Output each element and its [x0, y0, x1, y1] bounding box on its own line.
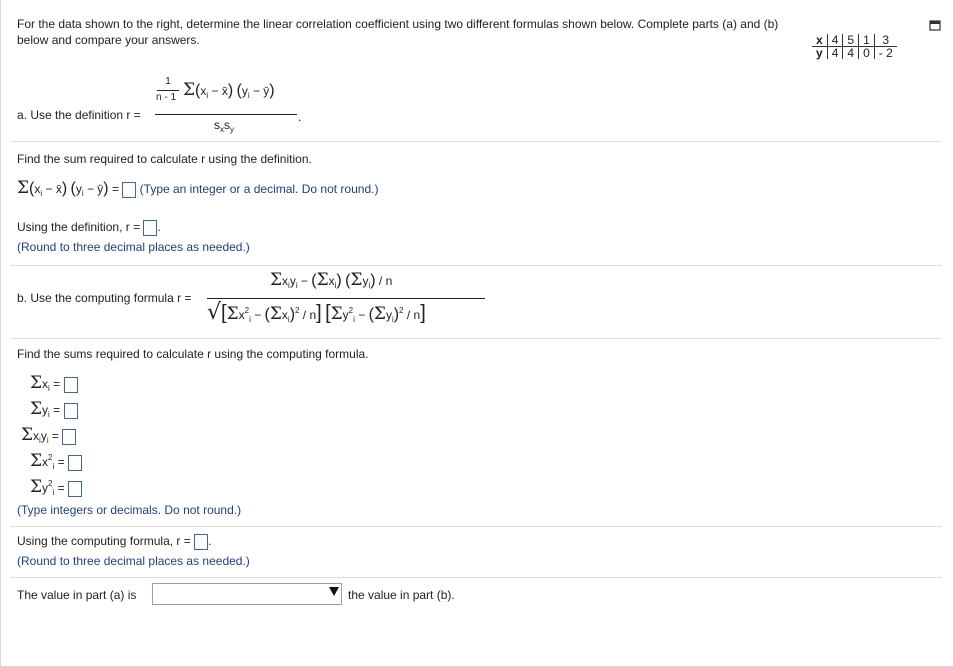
data-table [812, 34, 897, 59]
compare-suffix: the value in part (b). [348, 588, 455, 602]
chevron-down-icon [329, 587, 339, 596]
definition-r-row: Using the definition, r = . [17, 220, 161, 235]
compare-dropdown[interactable] [152, 583, 342, 605]
computing-denominator: $√[\Sigma x^2_i - (\Sigma x_i)^2 / n] [\Sigma y^2_i - (\Sigma y_i)^2 / n]$ [207, 300, 426, 325]
sum-x-input[interactable] [64, 377, 78, 393]
part-a-find-sum: Find the sum required to calculate r using the definition. [17, 152, 312, 166]
question-intro: For the data shown to the right, determine the linear correlation coefficient using two different formulas shown below. Complete parts (a) and (b) below and compare your answers. [17, 17, 779, 47]
sums-hint: (Type integers or decimals. Do not round.) [17, 503, 242, 517]
definition-r-hint: (Round to three decimal places as needed.) [17, 240, 250, 254]
y-value: - 2 [874, 47, 897, 60]
y-value: 4 [843, 47, 859, 60]
copy-data-icon[interactable] [929, 20, 941, 35]
definition-r-label: Using the definition, r = [17, 220, 141, 235]
sum-xy-row: $\Sigma x_iy_i$ = [21, 425, 76, 445]
part-b-label: b. Use the computing formula r = [17, 291, 192, 305]
x-value: 3 [874, 34, 897, 47]
sum-y-squared-input[interactable] [68, 481, 82, 497]
x-value: 4 [827, 34, 843, 47]
fraction-one: 1 [165, 76, 171, 87]
definition-denominator: $s_xs_y$ [214, 118, 234, 134]
sum-x-squared-row: $\Sigma x^2_i$ = [30, 451, 82, 471]
definition-sum-hint: (Type an integer or a decimal. Do not round.) [139, 182, 379, 196]
sum-y-row: $\Sigma y_i$ = [30, 399, 78, 419]
definition-sum-row: $\Sigma(x_i$ − x̄) ($y_i$ − ȳ) = (Type an integer or a decimal. Do not round.) [17, 178, 379, 198]
x-label: x [812, 34, 827, 47]
part-a-label: a. Use the definition r = [17, 108, 141, 122]
sum-y-squared-row: $\Sigma y^2_i$ = [30, 477, 82, 497]
definition-sum-input[interactable] [122, 182, 136, 198]
sum-xy-input[interactable] [62, 429, 76, 445]
y-value: 0 [859, 47, 875, 60]
compare-prefix: The value in part (a) is [17, 588, 137, 602]
computing-numerator: $\Sigma x_iy_i - (\Sigma x_i)$ $(\Sigma y_i)$ / n [270, 270, 393, 290]
sum-x-squared-input[interactable] [68, 455, 82, 471]
definition-numerator: $\Sigma(x_i$ − x̄) ($y_i$ − ȳ) [183, 80, 275, 100]
sum-x-row: $\Sigma x_i$ = [30, 373, 78, 393]
sum-y-input[interactable] [64, 403, 78, 419]
computing-r-input[interactable] [194, 534, 208, 550]
definition-r-input[interactable] [143, 220, 157, 236]
x-value: 1 [859, 34, 875, 47]
y-label: y [816, 46, 823, 60]
fraction-n-minus-1: n - 1 [156, 92, 177, 103]
computing-r-label: Using the computing formula, r = [17, 534, 191, 549]
computing-r-row: Using the computing formula, r = . [17, 534, 212, 549]
part-b-find-sums: Find the sums required to calculate r using the computing formula. [17, 347, 369, 361]
y-value: 4 [827, 47, 843, 60]
x-value: 5 [843, 34, 859, 47]
computing-r-hint: (Round to three decimal places as needed.) [17, 554, 250, 568]
